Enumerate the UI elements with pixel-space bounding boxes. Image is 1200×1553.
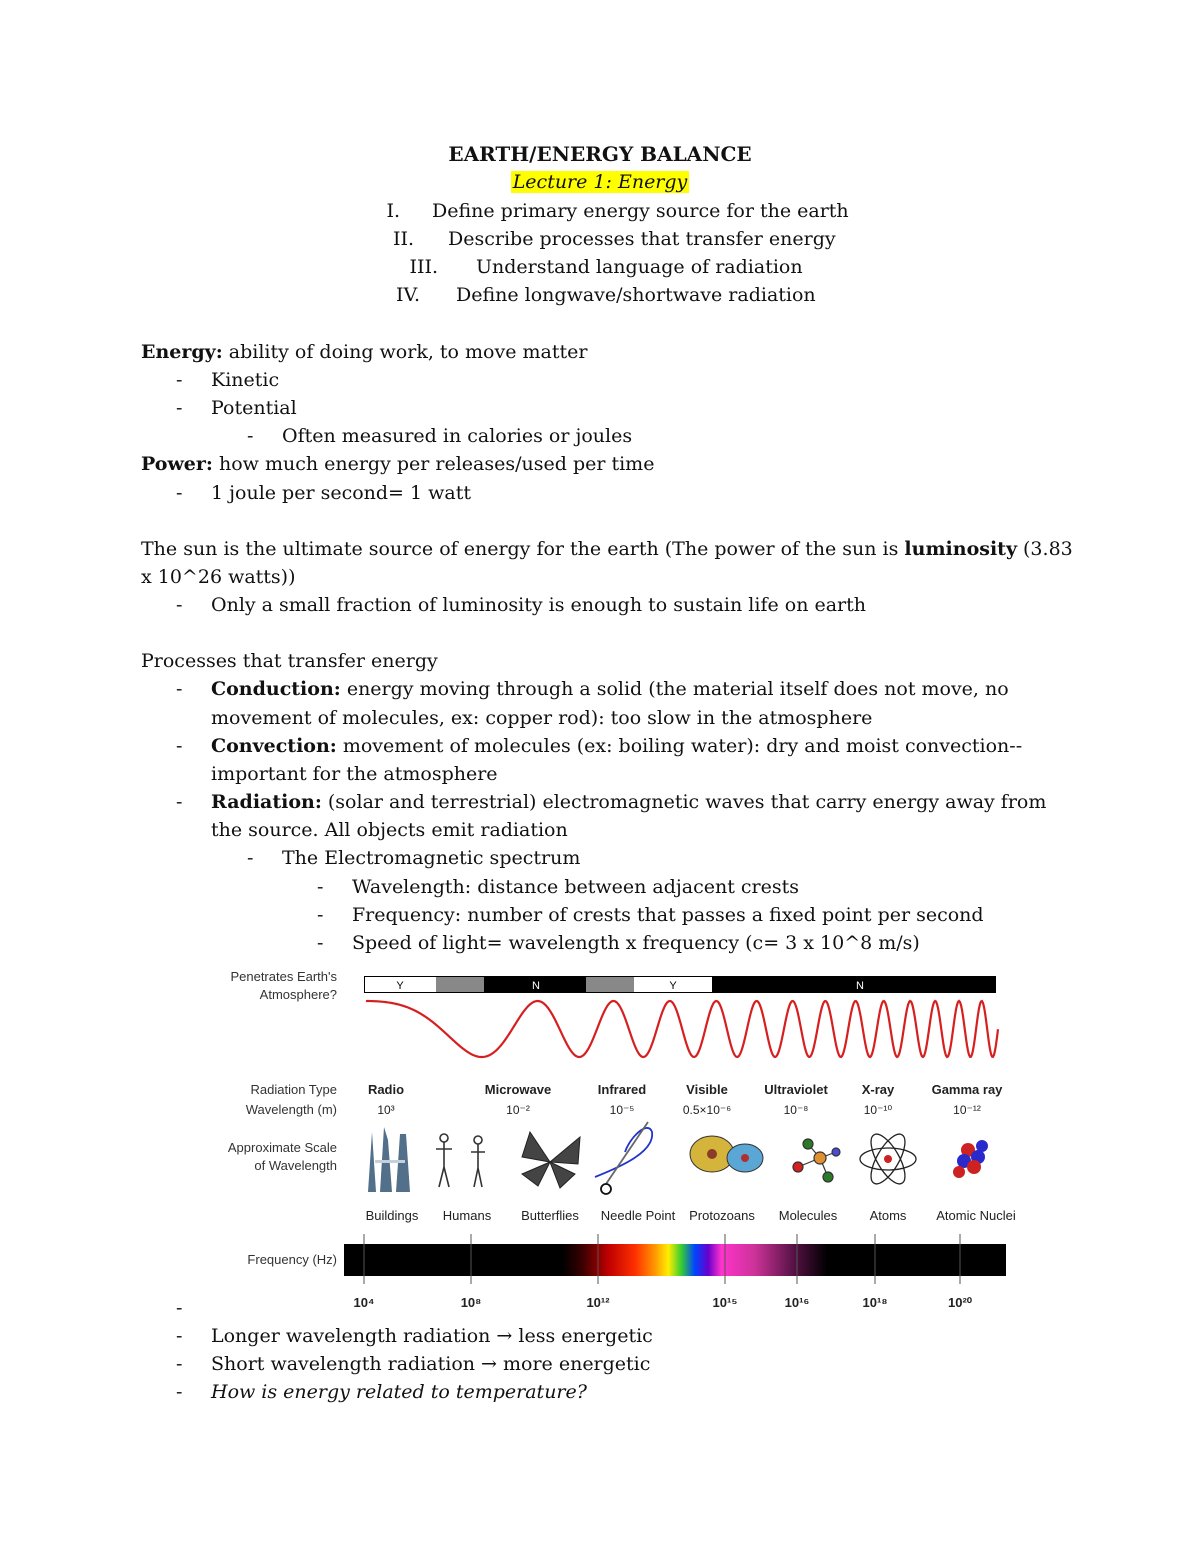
scale-label-2: of Wavelength <box>254 1158 337 1173</box>
list-item: Wavelength: distance between adjacent crests <box>352 876 800 898</box>
scale-name: Atomic Nuclei <box>936 1208 1016 1223</box>
list-item: Kinetic <box>211 369 280 391</box>
frequency-tick-label: 10¹² <box>586 1295 610 1310</box>
list-item: Frequency: number of crests that passes a fixed point per second <box>352 904 984 926</box>
list-item: Short wavelength radiation → more energetic <box>211 1353 651 1375</box>
list-item: Often measured in calories or joules <box>282 425 633 447</box>
radiation-wavelength: 10⁻⁸ <box>783 1103 809 1117</box>
wave-line <box>366 1001 998 1057</box>
radiation-type-name: Visible <box>686 1082 728 1097</box>
scale-name: Needle Point <box>600 1208 676 1223</box>
molecule-icon <box>793 1139 840 1182</box>
convection-item: Convection: movement of molecules (ex: boiling water): dry and moist convection-- <box>211 735 1023 757</box>
list-item: 1 joule per second= 1 watt <box>211 482 472 504</box>
scale-name: Molecules <box>778 1208 838 1223</box>
em-spectrum-heading: The Electromagnetic spectrum <box>282 847 581 869</box>
lecture-subtitle: Lecture 1: Energy <box>512 171 688 193</box>
scale-name: Atoms <box>869 1208 907 1223</box>
radiation-type-name: X-ray <box>861 1082 895 1097</box>
objective-text: Define primary energy source for the earth <box>432 200 849 222</box>
buildings-icon <box>368 1127 410 1192</box>
needle-icon <box>595 1122 652 1194</box>
penetrates-yes: Y <box>396 980 404 992</box>
frequency-tick-label: 10¹⁵ <box>712 1295 738 1310</box>
butterfly-icon <box>522 1132 580 1188</box>
objective-text: Understand language of radiation <box>476 256 803 278</box>
radiation-wavelength: 10⁻¹⁰ <box>863 1103 893 1117</box>
document-page: EARTH/ENERGY BALANCE Lecture 1: Energy I. Define primary energy source for the earth II. Describe processes that transfer energy III. Understand language of radiation IV. Define longwave/shortwave radiation Energy: ability of doing work, to move matter - Kinetic - Potential - Often measured in calories or joules Power: how much energy per releases/used per time - 1 joule per second= 1 watt The sun is the ultimate source of energy for the earth (The power of the sun is luminosity (3.83 x 10^26 watts)) - Only a small fraction of luminosity is enough to sustain life on earth Processes that transfer energy - Conduction: energy moving through a solid (the material itself does not move, no movement of molecules, ex: copper rod): too slow in the atmosphere - Convection: movement of molecules (ex: boiling water): dry and moist convection-- important for the atmosphere - Radiation: (solar and terrestrial) electromagnetic waves that carry energy away from the source. All objects emit radiation - The Electromagnetic spectrum - Wavelength: distance between adjacent crests - Frequency: number of crests that passes a fixed point per second - Speed of light= wavelength x frequency (c= 3 x 10^8 m/s) Penetrates Earth's Atmosphere? Y N Y N Radiation Type Wavelength (m) Radio 10³ Microwave 10⁻² Infrared 10⁻⁵ Visible 0.5×10⁻⁶ Ultraviolet 10⁻⁸ X-ray 10⁻¹⁰ Gamma ray 10⁻¹² Approximate Scale of Wavelength Buildings Humans Butterflies Needle Point Protozoans Molecules Atoms Atomic Nuclei Frequency (Hz) 10⁴ 10⁸ 10¹² 10¹⁵ 10¹⁶ 10¹⁸ 10²⁰ - - Longer wavelength radiation → less energetic - Short wavelength radiation → more energetic - How is energy related to temperature? <box>0 0 1200 1553</box>
radiation-type-name: Microwave <box>484 1082 552 1097</box>
radiation-type-name: Ultraviolet <box>764 1082 828 1097</box>
objective-number: I. <box>386 200 400 222</box>
penetrates-label-2: Atmosphere? <box>259 987 337 1002</box>
frequency-bar <box>344 1244 1006 1276</box>
list-item: Longer wavelength radiation → less energetic <box>211 1325 653 1347</box>
wavelength-label: Wavelength (m) <box>245 1102 337 1117</box>
radiation-item: Radiation: (solar and terrestrial) electromagnetic waves that carry energy away from <box>211 791 1047 813</box>
radiation-type-label: Radiation Type <box>250 1082 337 1097</box>
power-definition: Power: how much energy per releases/used per time <box>141 453 655 475</box>
radiation-wavelength: 0.5×10⁻⁶ <box>682 1103 732 1117</box>
list-item: Potential <box>211 397 297 419</box>
convection-item-cont: important for the atmosphere <box>211 763 498 785</box>
radiation-type-name: Gamma ray <box>931 1082 1003 1097</box>
frequency-tick-label: 10⁸ <box>460 1295 482 1310</box>
humans-icon <box>436 1134 485 1187</box>
radiation-wavelength: 10⁻² <box>506 1103 530 1117</box>
radiation-wavelength: 10⁻¹² <box>953 1103 981 1117</box>
list-item: Only a small fraction of luminosity is enough to sustain life on earth <box>211 594 866 616</box>
objective-text: Define longwave/shortwave radiation <box>456 284 816 306</box>
penetrates-no: N <box>856 980 864 992</box>
conduction-item-cont: movement of molecules, ex: copper rod): too slow in the atmosphere <box>211 707 873 729</box>
radiation-wavelength: 10³ <box>377 1103 395 1117</box>
radiation-wavelength: 10⁻⁵ <box>609 1103 635 1117</box>
frequency-label: Frequency (Hz) <box>247 1252 337 1267</box>
conduction-item: Conduction: energy moving through a solid (the material itself does not move, no <box>211 678 1009 700</box>
radiation-type-name: Radio <box>367 1082 405 1097</box>
radiation-item-cont: the source. All objects emit radiation <box>211 819 568 841</box>
objective-text: Describe processes that transfer energy <box>448 228 836 250</box>
penetrates-label: Penetrates Earth's <box>230 969 337 984</box>
processes-heading: Processes that transfer energy <box>141 650 438 672</box>
frequency-tick-label: 10²⁰ <box>947 1295 973 1310</box>
scale-name: Protozoans <box>689 1208 755 1223</box>
energy-definition: Energy: ability of doing work, to move matter <box>141 341 588 363</box>
objective-number: III. <box>409 256 438 278</box>
frequency-tick-label: 10⁴ <box>353 1295 375 1310</box>
sun-paragraph-line2: x 10^26 watts)) <box>141 566 296 588</box>
list-item: Speed of light= wavelength x frequency (c= 3 x 10^8 m/s) <box>352 932 920 954</box>
radiation-type-name: Infrared <box>597 1082 647 1097</box>
scale-name: Buildings <box>365 1208 419 1223</box>
scale-name: Butterflies <box>521 1208 579 1223</box>
nucleus-icon <box>953 1140 988 1178</box>
penetrates-yes: Y <box>669 980 677 992</box>
question-item: How is energy related to temperature? <box>211 1381 587 1403</box>
em-spectrum-figure <box>200 962 1020 1322</box>
scale-name: Humans <box>442 1208 492 1223</box>
penetrates-no: N <box>532 980 540 992</box>
protozoa-icon <box>690 1136 763 1172</box>
frequency-tick-label: 10¹⁶ <box>784 1295 810 1310</box>
objective-number: IV. <box>396 284 420 306</box>
objective-number: II. <box>392 228 414 250</box>
atom-icon <box>860 1129 916 1188</box>
scale-label: Approximate Scale <box>227 1140 337 1155</box>
sun-paragraph: The sun is the ultimate source of energy for the earth (The power of the sun is luminosity (3.83 <box>141 538 1073 560</box>
document-title: EARTH/ENERGY BALANCE <box>448 142 752 166</box>
frequency-tick-label: 10¹⁸ <box>862 1295 888 1310</box>
